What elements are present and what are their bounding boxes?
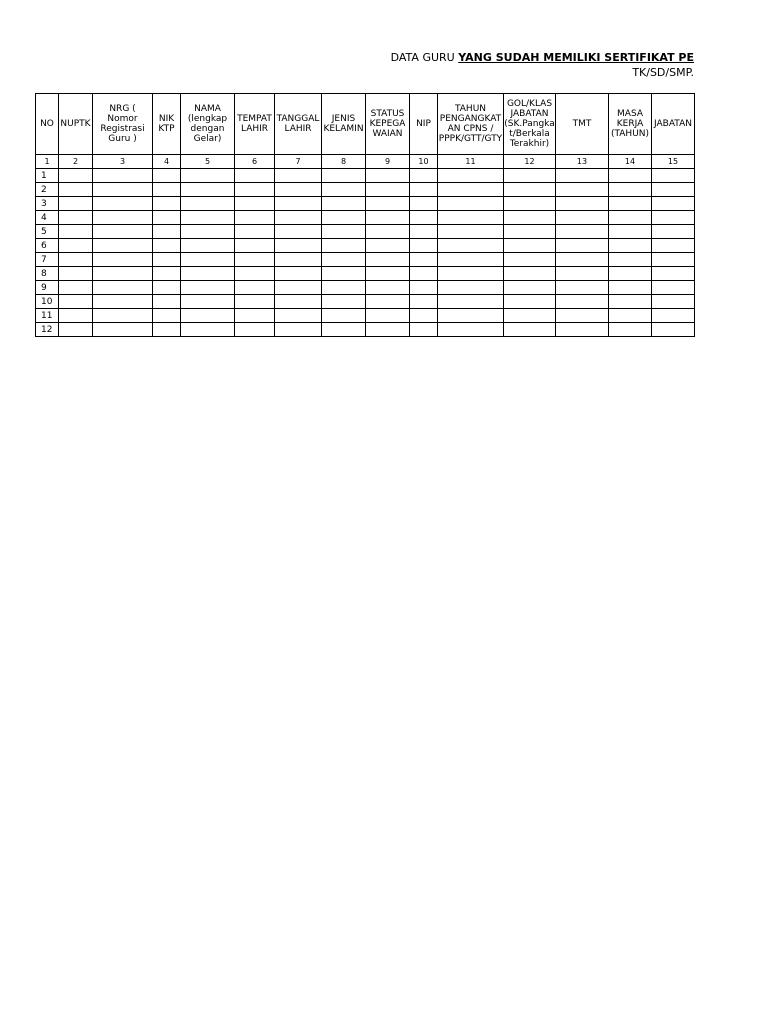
- table-cell[interactable]: [504, 169, 556, 183]
- table-cell[interactable]: [504, 309, 556, 323]
- table-cell[interactable]: [504, 253, 556, 267]
- column-header: TAHUN PENGANGKAT AN CPNS / PPPK/GTT/GTY: [438, 94, 504, 155]
- table-cell[interactable]: [609, 253, 652, 267]
- table-cell[interactable]: [153, 211, 181, 225]
- table-cell[interactable]: [275, 183, 322, 197]
- table-cell[interactable]: [235, 323, 275, 337]
- column-number: 15: [652, 155, 695, 169]
- table-cell[interactable]: [504, 197, 556, 211]
- table-cell[interactable]: [59, 295, 93, 309]
- table-cell[interactable]: [556, 295, 609, 309]
- table-row: [36, 183, 695, 197]
- table-cell[interactable]: [59, 197, 93, 211]
- table-cell[interactable]: [438, 323, 504, 337]
- column-header: NUPTK: [59, 94, 93, 155]
- table-cell[interactable]: [322, 267, 366, 281]
- table-cell[interactable]: [366, 211, 410, 225]
- table-cell[interactable]: [410, 309, 438, 323]
- table-cell[interactable]: [153, 295, 181, 309]
- table-cell[interactable]: [235, 309, 275, 323]
- table-cell[interactable]: [652, 197, 695, 211]
- table-cell[interactable]: [275, 239, 322, 253]
- table-cell[interactable]: [556, 197, 609, 211]
- table-cell[interactable]: [93, 295, 153, 309]
- table-cell[interactable]: [93, 169, 153, 183]
- table-cell[interactable]: [181, 267, 235, 281]
- table-cell[interactable]: [504, 267, 556, 281]
- table-cell[interactable]: [181, 309, 235, 323]
- table-cell[interactable]: [275, 253, 322, 267]
- table-cell[interactable]: [153, 225, 181, 239]
- table-row: [36, 169, 695, 183]
- table-cell[interactable]: [609, 295, 652, 309]
- table-cell[interactable]: [153, 253, 181, 267]
- column-header: TANGGAL LAHIR: [275, 94, 322, 155]
- column-number: 13: [556, 155, 609, 169]
- table-cell[interactable]: [438, 225, 504, 239]
- row-number: 9: [36, 281, 59, 295]
- table-cell[interactable]: [153, 323, 181, 337]
- column-header: JENIS KELAMIN: [322, 94, 366, 155]
- table-cell[interactable]: [410, 323, 438, 337]
- table-row: [36, 211, 695, 225]
- table-cell[interactable]: [275, 309, 322, 323]
- table-row: [36, 323, 695, 337]
- table-cell[interactable]: [504, 211, 556, 225]
- table-cell[interactable]: [410, 225, 438, 239]
- table-cell[interactable]: [652, 169, 695, 183]
- table-cell[interactable]: [556, 169, 609, 183]
- document-title: [391, 51, 694, 64]
- table-cell[interactable]: [366, 183, 410, 197]
- table-cell[interactable]: [181, 183, 235, 197]
- table-cell[interactable]: [652, 281, 695, 295]
- title-prefix: DATA GURU: [390, 51, 459, 64]
- table-cell[interactable]: [438, 281, 504, 295]
- column-number: 1: [36, 155, 59, 169]
- table-cell[interactable]: [59, 253, 93, 267]
- teacher-data-table: [35, 93, 695, 337]
- table-cell[interactable]: [59, 225, 93, 239]
- table-cell[interactable]: [275, 169, 322, 183]
- table-cell[interactable]: [235, 267, 275, 281]
- table-row: [36, 281, 695, 295]
- table-cell[interactable]: [59, 267, 93, 281]
- table-cell[interactable]: [93, 239, 153, 253]
- table-cell[interactable]: [322, 239, 366, 253]
- table-cell[interactable]: [366, 169, 410, 183]
- table-cell[interactable]: [366, 225, 410, 239]
- table-cell[interactable]: [438, 183, 504, 197]
- table-row: [36, 267, 695, 281]
- table-cell[interactable]: [275, 267, 322, 281]
- column-header: TMT: [556, 94, 609, 155]
- table-cell[interactable]: [322, 309, 366, 323]
- table-cell[interactable]: [181, 253, 235, 267]
- column-number: 2: [59, 155, 93, 169]
- table-cell[interactable]: [59, 169, 93, 183]
- column-header: GOL/KLAS JABATAN (SK.Pangka t/Berkala Terakhir): [504, 94, 556, 155]
- table-cell[interactable]: [366, 309, 410, 323]
- table-cell[interactable]: [504, 225, 556, 239]
- table-cell[interactable]: [556, 281, 609, 295]
- table-cell[interactable]: [322, 197, 366, 211]
- table-cell[interactable]: [235, 183, 275, 197]
- column-header: NIP: [410, 94, 438, 155]
- table-cell[interactable]: [609, 197, 652, 211]
- table-row: [36, 309, 695, 323]
- table-cell[interactable]: [181, 239, 235, 253]
- table-cell[interactable]: [181, 225, 235, 239]
- table-cell[interactable]: [556, 267, 609, 281]
- table-cell[interactable]: [59, 309, 93, 323]
- column-number: 4: [153, 155, 181, 169]
- row-number: 10: [36, 295, 59, 309]
- table-cell[interactable]: [556, 253, 609, 267]
- column-number: 14: [609, 155, 652, 169]
- table-cell[interactable]: [153, 169, 181, 183]
- table-cell[interactable]: [609, 323, 652, 337]
- table-cell[interactable]: [93, 183, 153, 197]
- table-cell[interactable]: [438, 239, 504, 253]
- table-cell[interactable]: [609, 211, 652, 225]
- table-row: [36, 253, 695, 267]
- table-cell[interactable]: [59, 323, 93, 337]
- column-header: MASA KERJA (TAHUN): [609, 94, 652, 155]
- table-cell[interactable]: [609, 169, 652, 183]
- table-cell[interactable]: [93, 267, 153, 281]
- table-cell[interactable]: [410, 239, 438, 253]
- table-cell[interactable]: [235, 253, 275, 267]
- table-cell[interactable]: [504, 281, 556, 295]
- table-cell[interactable]: [556, 309, 609, 323]
- table-cell[interactable]: [93, 309, 153, 323]
- table-cell[interactable]: [235, 169, 275, 183]
- table-cell[interactable]: [410, 211, 438, 225]
- row-number: 1: [36, 169, 59, 183]
- column-header: NIK KTP: [153, 94, 181, 155]
- table-cell[interactable]: [181, 295, 235, 309]
- table-cell[interactable]: [59, 183, 93, 197]
- column-number: 10: [410, 155, 438, 169]
- table-cell[interactable]: [275, 281, 322, 295]
- table-cell[interactable]: [275, 197, 322, 211]
- table-cell[interactable]: [366, 197, 410, 211]
- table-cell[interactable]: [366, 323, 410, 337]
- table-cell[interactable]: [652, 183, 695, 197]
- table-cell[interactable]: [322, 225, 366, 239]
- table-cell[interactable]: [366, 267, 410, 281]
- table-row: [36, 239, 695, 253]
- table-cell[interactable]: [609, 267, 652, 281]
- table-cell[interactable]: [153, 239, 181, 253]
- table-cell[interactable]: [153, 309, 181, 323]
- table-cell[interactable]: [438, 267, 504, 281]
- column-number: 7: [275, 155, 322, 169]
- table-cell[interactable]: [652, 323, 695, 337]
- row-number: 2: [36, 183, 59, 197]
- table-cell[interactable]: [181, 197, 235, 211]
- table-cell[interactable]: [609, 309, 652, 323]
- table-cell[interactable]: [181, 281, 235, 295]
- table-cell[interactable]: [93, 323, 153, 337]
- table-cell[interactable]: [609, 239, 652, 253]
- column-number: 3: [93, 155, 153, 169]
- column-header: NAMA (lengkap dengan Gelar): [181, 94, 235, 155]
- table-cell[interactable]: [438, 309, 504, 323]
- table-cell[interactable]: [322, 253, 366, 267]
- table-cell[interactable]: [652, 295, 695, 309]
- table-cell[interactable]: [609, 225, 652, 239]
- column-number: 11: [438, 155, 504, 169]
- table-cell[interactable]: [93, 225, 153, 239]
- table-cell[interactable]: [59, 281, 93, 295]
- table-row: [36, 225, 695, 239]
- table-cell[interactable]: [153, 197, 181, 211]
- table-cell[interactable]: [59, 239, 93, 253]
- table-cell[interactable]: [366, 295, 410, 309]
- table-cell[interactable]: [93, 197, 153, 211]
- table-cell[interactable]: [322, 323, 366, 337]
- table-row: [36, 197, 695, 211]
- row-number: 11: [36, 309, 59, 323]
- row-number: 7: [36, 253, 59, 267]
- row-number: 12: [36, 323, 59, 337]
- header-row: [36, 94, 695, 155]
- table-cell[interactable]: [275, 295, 322, 309]
- table-cell[interactable]: [366, 253, 410, 267]
- column-header: STATUS KEPEGA WAIAN: [366, 94, 410, 155]
- table-cell[interactable]: [153, 183, 181, 197]
- column-number: 12: [504, 155, 556, 169]
- table-row: [36, 295, 695, 309]
- title-emphasis: YANG SUDAH MEMILIKI SERTIFIKAT PE: [458, 51, 694, 64]
- table-cell[interactable]: [556, 211, 609, 225]
- table-cell[interactable]: [322, 169, 366, 183]
- table-cell[interactable]: [235, 239, 275, 253]
- table-cell[interactable]: [410, 295, 438, 309]
- table-cell[interactable]: [410, 169, 438, 183]
- table-cell[interactable]: [556, 183, 609, 197]
- table-cell[interactable]: [93, 253, 153, 267]
- row-number: 6: [36, 239, 59, 253]
- table-cell[interactable]: [556, 225, 609, 239]
- table-cell[interactable]: [556, 239, 609, 253]
- table-cell[interactable]: [410, 253, 438, 267]
- column-header: JABATAN: [652, 94, 695, 155]
- table-cell[interactable]: [235, 211, 275, 225]
- table-cell[interactable]: [504, 183, 556, 197]
- table-cell[interactable]: [322, 183, 366, 197]
- row-number: 5: [36, 225, 59, 239]
- table-cell[interactable]: [438, 295, 504, 309]
- table-cell[interactable]: [59, 211, 93, 225]
- table-cell[interactable]: [93, 281, 153, 295]
- column-number-row: [36, 155, 695, 169]
- column-number: 5: [181, 155, 235, 169]
- column-header: NRG ( Nomor Registrasi Guru ): [93, 94, 153, 155]
- table-cell[interactable]: [235, 197, 275, 211]
- table-cell[interactable]: [275, 225, 322, 239]
- table-cell[interactable]: [322, 281, 366, 295]
- column-header: NO: [36, 94, 59, 155]
- table-cell[interactable]: [652, 239, 695, 253]
- table-cell[interactable]: [652, 225, 695, 239]
- table-cell[interactable]: [93, 211, 153, 225]
- table-cell[interactable]: [235, 225, 275, 239]
- table-cell[interactable]: [438, 197, 504, 211]
- table-cell[interactable]: [504, 239, 556, 253]
- table-cell[interactable]: [438, 211, 504, 225]
- table-cell[interactable]: [322, 211, 366, 225]
- table-cell[interactable]: [153, 267, 181, 281]
- table-cell[interactable]: [181, 211, 235, 225]
- table-cell[interactable]: [275, 323, 322, 337]
- column-number: 8: [322, 155, 366, 169]
- table-cell[interactable]: [438, 169, 504, 183]
- table-cell[interactable]: [504, 295, 556, 309]
- table-cell[interactable]: [410, 267, 438, 281]
- column-number: 9: [366, 155, 410, 169]
- column-number: 6: [235, 155, 275, 169]
- table-cell[interactable]: [410, 281, 438, 295]
- row-number: 4: [36, 211, 59, 225]
- table-cell[interactable]: [556, 323, 609, 337]
- table-cell[interactable]: [322, 295, 366, 309]
- table-cell[interactable]: [235, 281, 275, 295]
- column-header: TEMPAT LAHIR: [235, 94, 275, 155]
- table-cell[interactable]: [609, 183, 652, 197]
- table-cell[interactable]: [366, 281, 410, 295]
- table-cell[interactable]: [181, 323, 235, 337]
- row-number: 3: [36, 197, 59, 211]
- table-cell[interactable]: [410, 183, 438, 197]
- table-cell[interactable]: [504, 323, 556, 337]
- table-cell[interactable]: [235, 295, 275, 309]
- table-cell[interactable]: [652, 267, 695, 281]
- table-cell[interactable]: [366, 239, 410, 253]
- table-cell[interactable]: [181, 169, 235, 183]
- row-number: 8: [36, 267, 59, 281]
- table-cell[interactable]: [153, 281, 181, 295]
- document-subtitle: TK/SD/SMP.: [632, 66, 694, 79]
- table-cell[interactable]: [609, 281, 652, 295]
- table-cell[interactable]: [410, 197, 438, 211]
- table-cell[interactable]: [438, 253, 504, 267]
- table-cell[interactable]: [652, 211, 695, 225]
- table-cell[interactable]: [275, 211, 322, 225]
- table-cell[interactable]: [652, 253, 695, 267]
- table-cell[interactable]: [652, 309, 695, 323]
